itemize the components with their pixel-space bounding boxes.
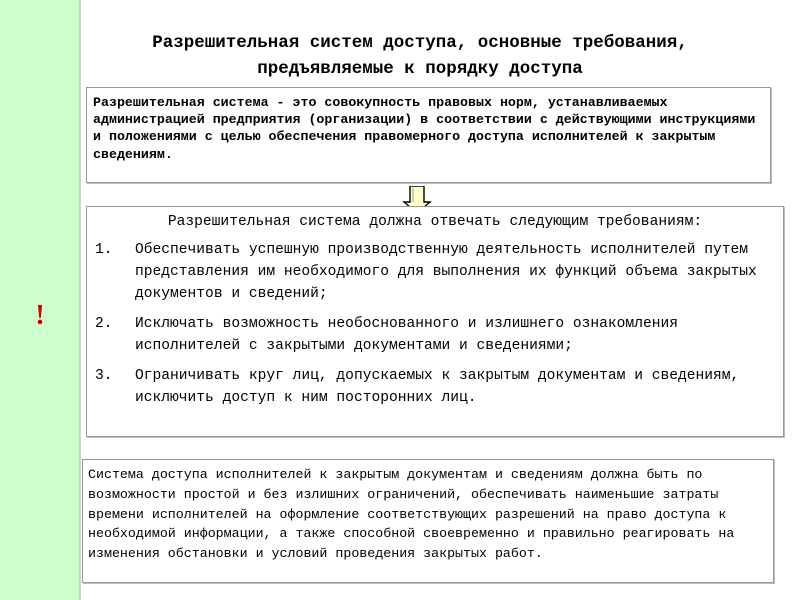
note-box — [82, 459, 774, 583]
list-item-number: 3. — [95, 368, 113, 384]
list-item-text: Обеспечивать успешную производственную деятельность исполнителей путем представления им необходимого для выполнения их функций объема закрытых документов и сведений; — [135, 242, 757, 302]
requirements-intro: Разрешительная система должна отвечать следующим требованиям: — [167, 214, 703, 230]
list-item-text: Исключать возможность необоснованного и излишнего ознакомления исполнителей с закрытыми документами и сведениями; — [135, 316, 678, 354]
list-item-text: Ограничивать круг лиц, допускаемых к закрытым документам и сведениям, исключить доступ к ним посторонних лиц. — [135, 368, 740, 406]
list-item-number: 1. — [95, 242, 113, 258]
requirements-list — [95, 239, 775, 409]
list-item — [95, 365, 775, 409]
exclamation-mark: ! — [35, 300, 45, 331]
note-text: Система доступа исполнителей к закрытым документам и сведениям должна быть по возможности простой и без излишних ограничений, обеспечивать наименьшие затраты времени исполнителей на оформление соответствующих разрешений на право доступа к необходимой информации, а также способной своевременно и правильно реагировать на изменения обстановки и условий проведения закрытых работ. — [88, 467, 735, 562]
slide-title: Разрешительная систем доступа, основные требования, предъявляемые к порядку доступа — [152, 33, 688, 79]
list-item-number: 2. — [95, 316, 113, 332]
list-item — [95, 313, 775, 357]
definition-box — [86, 87, 771, 183]
list-item — [95, 239, 775, 305]
requirements-box — [86, 206, 784, 437]
definition-text: Разрешительная система - это совокупность правовых норм, устанавливаемых администрацией предприятия (организации) в соответствии с действующими инструкциями и положениями с целью обеспечения правомерного доступа исполнителей к закрытым сведениям. — [93, 95, 756, 162]
